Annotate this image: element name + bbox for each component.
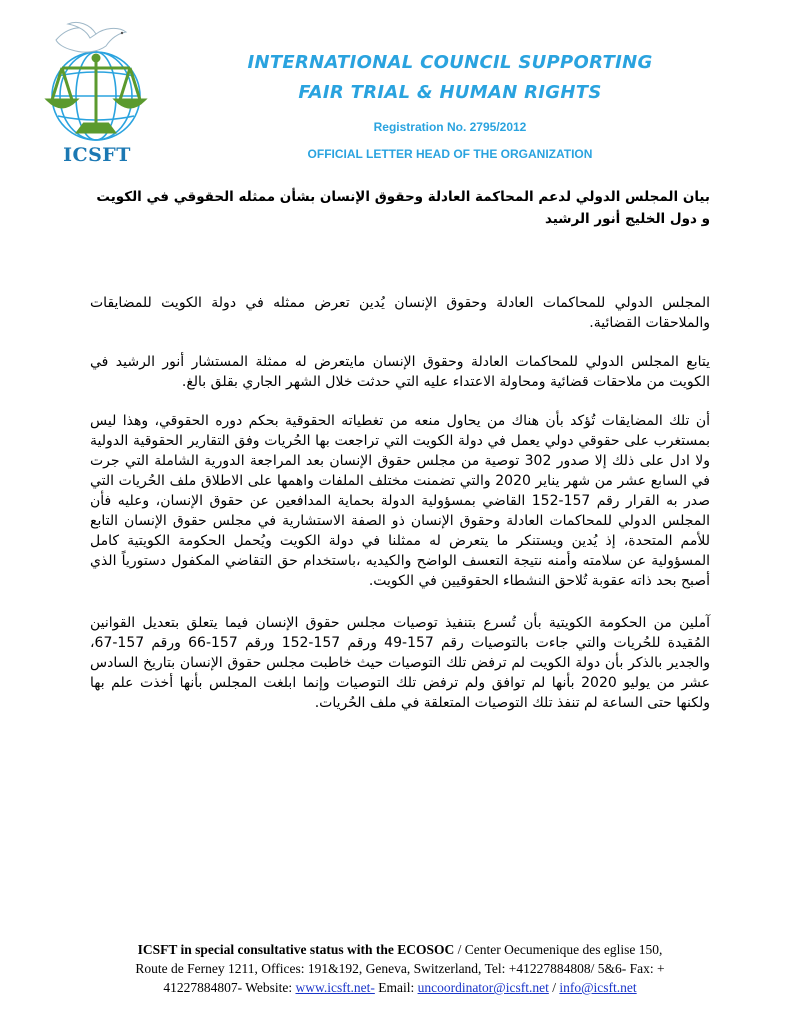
body-paragraph: يتابع المجلس الدولي للمحاكمات العادلة وحقوق الإنسان مايتعرض له ممثلة المستشار أنور الرشيد في الكويت من ملاحقات قضائية ومحاولة الاعتداء عليه التي حدثت خلال الشهر الجاري بقلق بالغ.	[90, 354, 710, 390]
consultative-status: ICSFT in special consultative status with the ECOSOC	[137, 942, 455, 957]
website-link[interactable]: www.icsft.net-	[295, 980, 375, 995]
logo-abbreviation: ICSFT	[63, 144, 131, 166]
email-link-coordinator[interactable]: uncoordinator@icsft.net	[417, 980, 549, 995]
registration-number: Registration No. 2795/2012	[373, 120, 527, 134]
organization-name-line2: FAIR TRIAL & HUMAN RIGHTS	[298, 82, 602, 103]
scales-of-justice-icon	[48, 54, 144, 132]
organization-name-line1: INTERNATIONAL COUNCIL SUPPORTING	[247, 52, 653, 73]
organization-logo	[38, 20, 150, 170]
statement-title: بيان المجلس الدولي لدعم المحاكمة العادلة وحقوق الإنسان بشأن ممثله الحقوقي في الكويت و دول الخليج أنور الرشيد	[96, 189, 710, 227]
official-letterhead-label: OFFICIAL LETTER HEAD OF THE ORGANIZATION	[307, 147, 593, 161]
website-label: 41227884807- Website:	[163, 980, 296, 995]
email-label: Email:	[374, 980, 418, 995]
email-separator: /	[548, 980, 560, 995]
email-link-info[interactable]: info@icsft.net	[559, 980, 637, 995]
footer-contact	[80, 940, 720, 997]
dove-scales-globe-emblem	[38, 20, 150, 150]
body-paragraph: المجلس الدولي للمحاكمات العادلة وحقوق الإنسان يُدين تعرض ممثله في دولة الكويت للمضايقات والملاحقات القضائية.	[90, 295, 710, 331]
body-paragraph: آملين من الحكومة الكويتية بأن تُسرع بتنفيذ توصيات مجلس حقوق الإنسان فيما يتعلق بتعديل القوانين المُقيدة للحُريات والتي جاءت بالتوصيات رقم 157-49 ورقم 157-152 ورقم 157-66 ورقم 157-67، والجدير بالذكر بأن دولة الكويت لم ترفض تلك التوصيات حيث خاطبت مجلس حقوق الإنسان بتاريخ السادس عشر من يوليو 2020 بأنها لم توافق ولم ترفض تلك التوصيات وإنما ابلغت المجلس بأنها أخذت علم بها ولكنها حتى الساعة لم تنفذ تلك التوصيات المتعلقة في ملف الحُريات.	[90, 615, 710, 711]
body-paragraph: أن تلك المضايقات تُؤكد بأن هناك من يحاول منعه من تغطياته الحقوقية بحكم دوره الحقوقي، وهذا ليس بمستغرب على حقوقي دولي يعمل في دولة الكويت التي تراجعت بها الحُريات وفق التقارير الحقوقية الدولية ولا ادل على ذلك إلا صدور 302 توصية من مجلس حقوق الإنسان بعد المراجعة الدورية الشاملة التي جرت في السابع عشر من شهر يناير 2020 والتي تضمنت مختلف الملفات واهمها على الاطلاق ملف الحُريات التي صدر به القرار رقم 157-152 القاضي بمسؤولية الدولة بحماية المدافعين عن حقوق الإنسان، وعليه فأن المجلس الدولي للمحاكمات العادلة وحقوق الإنسان ذو الصفة الاستشارية في مجلس حقوق الإنسان التابع للأمم المتحدة، إذ يُدين ويستنكر ما يتعرض له ممثلنا في دولة الكويت ويُحمل الحكومة الكويتية كامل المسؤولية عن سلامته وأمنه نتيجة التعسف الواضح والكيديه ،باستخدام حق التقاضي المكفول دستورياً الذي أصبح بحد ذاته عقوبة تُلاحق النشطاء الحقوقيين في الكويت.	[90, 413, 711, 589]
address-start: / Center Oecumenique des eglise 150,	[454, 942, 663, 957]
footer-line1	[80, 940, 720, 959]
footer-line3	[80, 978, 720, 997]
footer-line2: Route de Ferney 1211, Offices: 191&192, Geneva, Switzerland, Tel: +41227884808/ 5&6- Fax: +	[135, 961, 665, 976]
dove-icon	[56, 22, 126, 52]
